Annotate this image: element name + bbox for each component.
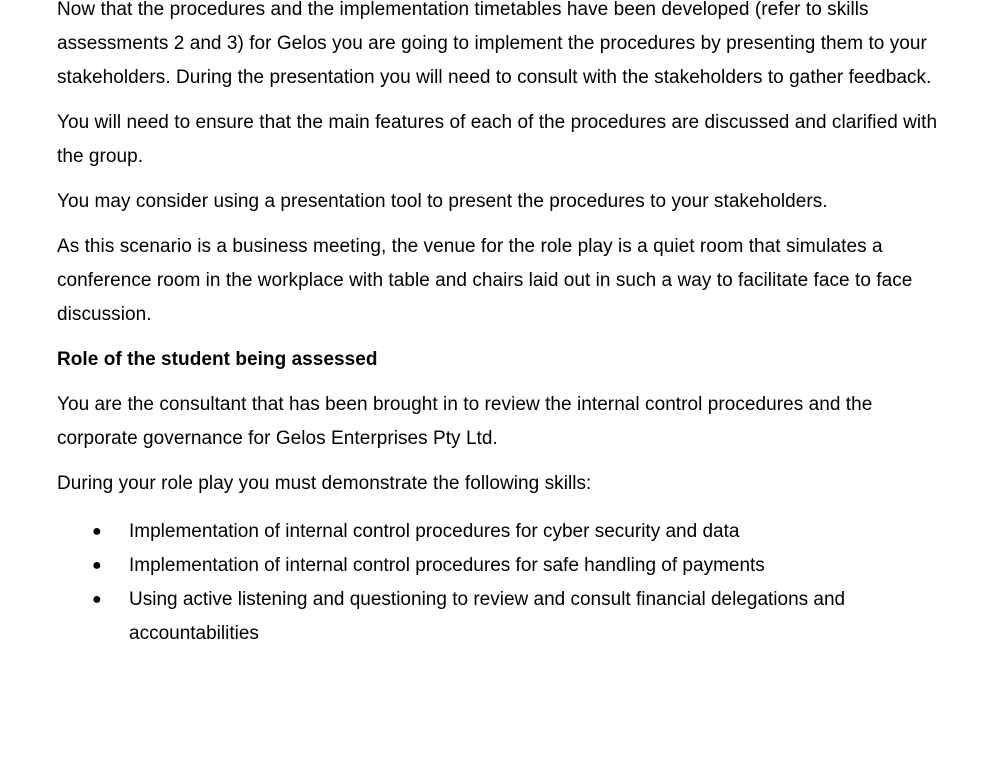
venue-paragraph: As this scenario is a business meeting, the venue for the role play is a quiet room that simulates a conference room in the workplace with table and chairs laid out in such a way to facilitate face to face discussion. (57, 236, 913, 325)
list-item (57, 515, 957, 549)
role-paragraph: You are the consultant that has been brought in to review the internal control procedures and the corporate governance for Gelos Enterprises Pty Ltd. (57, 394, 873, 449)
skill-text: Using active listening and questioning to review and consult financial delegations and accountabilities (129, 589, 846, 644)
section-heading: Role of the student being assessed (57, 349, 378, 370)
intro-paragraph: Now that the procedures and the implementation timetables have been developed (refer to skills assessments 2 and 3) for Gelos you are going to implement the procedures by presenting them to your stakeholders. During the presentation you will need to consult with the stakeholders to gather feedback. (57, 0, 932, 88)
features-paragraph: You will need to ensure that the main features of each of the procedures are discussed and clarified with the group. (57, 112, 938, 167)
skills-list (57, 515, 957, 651)
document-body (57, 0, 957, 651)
skill-text: Implementation of internal control procedures for safe handling of payments (129, 555, 765, 576)
skills-intro-paragraph: During your role play you must demonstrate the following skills: (57, 473, 592, 494)
bullet-icon: ● (92, 591, 102, 608)
bullet-icon: ● (92, 557, 102, 574)
list-item (57, 583, 957, 651)
list-item (57, 549, 957, 583)
presentation-tool-paragraph: You may consider using a presentation tool to present the procedures to your stakeholders. (57, 191, 828, 212)
skill-text: Implementation of internal control procedures for cyber security and data (129, 521, 740, 542)
bullet-icon: ● (92, 523, 102, 540)
